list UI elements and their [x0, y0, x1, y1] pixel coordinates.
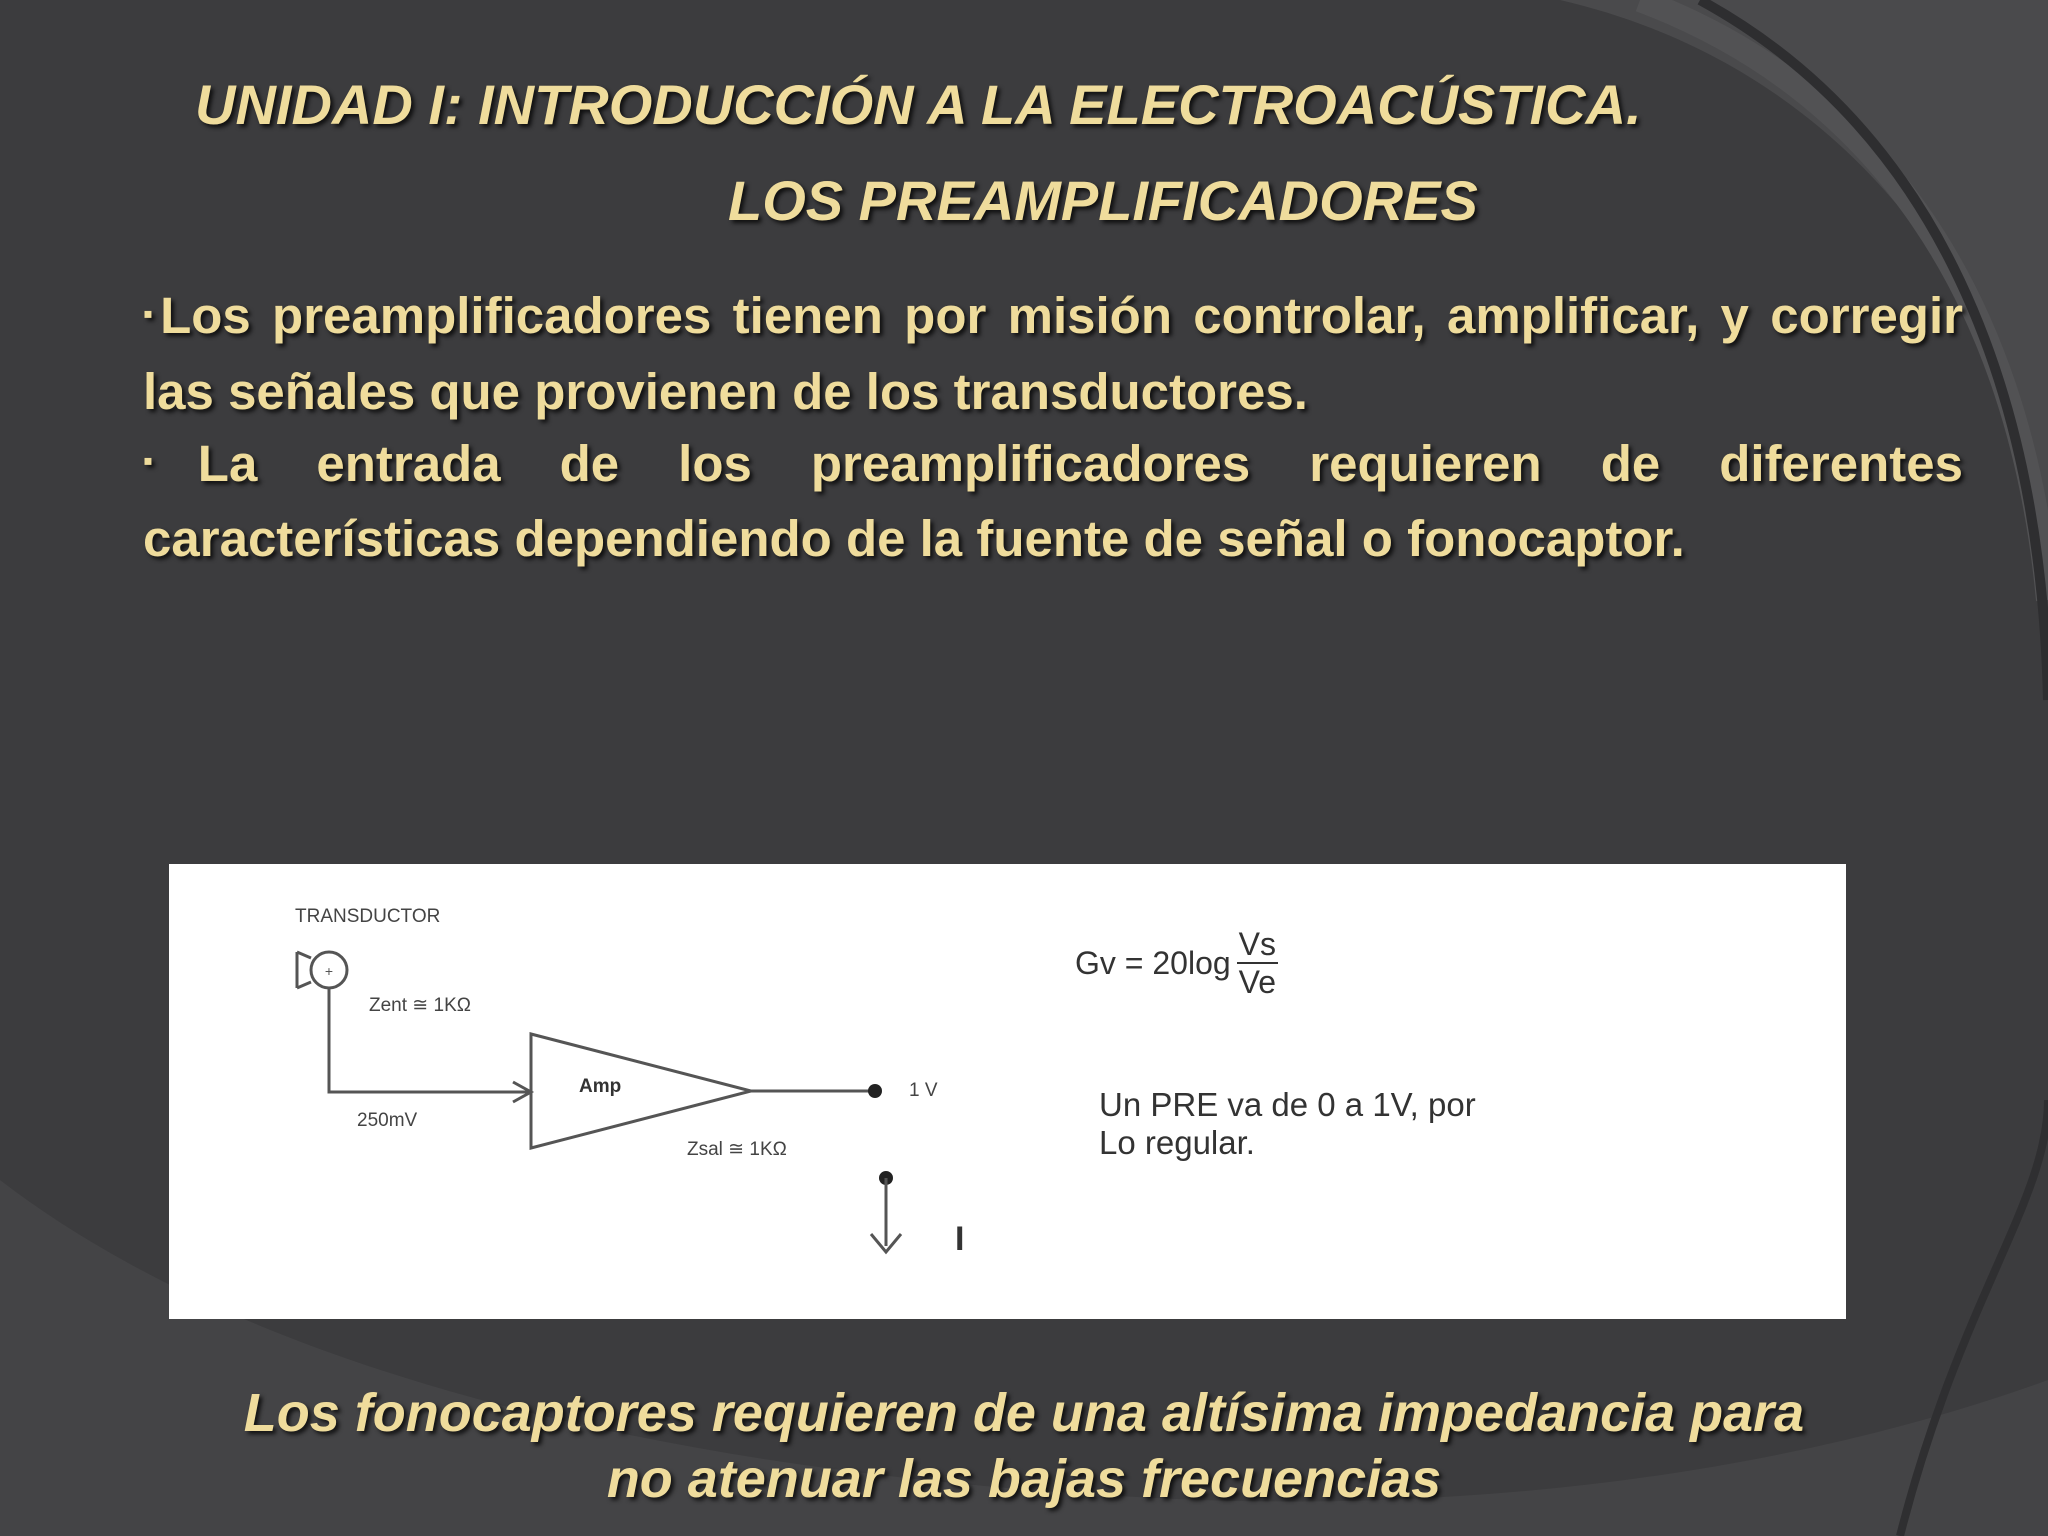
slide-title-line2: LOS PREAMPLIFICADORES: [728, 169, 1478, 232]
bullet-marker-icon: ▪: [143, 297, 161, 329]
bullet-text: Los preamplificadores tienen por misión controlar, amplificar, y corregir las señales que provienen de los transductores.: [143, 287, 1963, 420]
formula-prefix: Gv = 20log: [1075, 944, 1231, 981]
bullet-text: La entrada de los preamplificadores requieren de diferentes características dependiendo de la fuente de señal o fonocaptor.: [143, 434, 1963, 568]
zsal-label: Zsal ≅ 1KΩ: [687, 1139, 787, 1160]
preamp-diagram: [169, 864, 1846, 1319]
preamp-note: [1099, 1086, 1476, 1162]
bullet-list: [143, 280, 1963, 575]
formula-denominator: Ve: [1238, 964, 1277, 1000]
note-line1: Un PRE va de 0 a 1V, por: [1099, 1086, 1476, 1123]
formula-numerator: Vs: [1238, 926, 1276, 962]
bullet-item: [143, 428, 1963, 576]
amp-label: Amp: [579, 1076, 622, 1097]
ground-label: I: [955, 1220, 965, 1258]
note-line2: Lo regular.: [1099, 1124, 1255, 1161]
svg-text:+: +: [324, 963, 334, 979]
zent-label: Zent ≅ 1KΩ: [369, 995, 471, 1016]
amplifier-icon: [531, 1034, 751, 1148]
bullet-item: [143, 280, 1963, 428]
circuit-drawing: [169, 864, 1846, 1319]
formula-fraction: [1237, 926, 1278, 1000]
footer-line1: Los fonocaptores requieren de una altísima impedancia para: [243, 1383, 1805, 1443]
bullet-marker-icon: ▪: [143, 445, 198, 477]
slide-footer: [0, 1380, 2048, 1512]
output-voltage-label: 1 V: [909, 1080, 938, 1101]
transductor-label: TRANSDUCTOR: [295, 906, 441, 927]
footer-line2: no atenuar las bajas frecuencias: [606, 1449, 1442, 1509]
slide-title-line1: UNIDAD I: INTRODUCCIÓN A LA ELECTROACÚSTICA.: [195, 73, 1642, 136]
input-voltage-label: 250mV: [357, 1110, 418, 1131]
gain-formula: [1075, 926, 1278, 1000]
output-terminal-icon: [868, 1084, 882, 1098]
